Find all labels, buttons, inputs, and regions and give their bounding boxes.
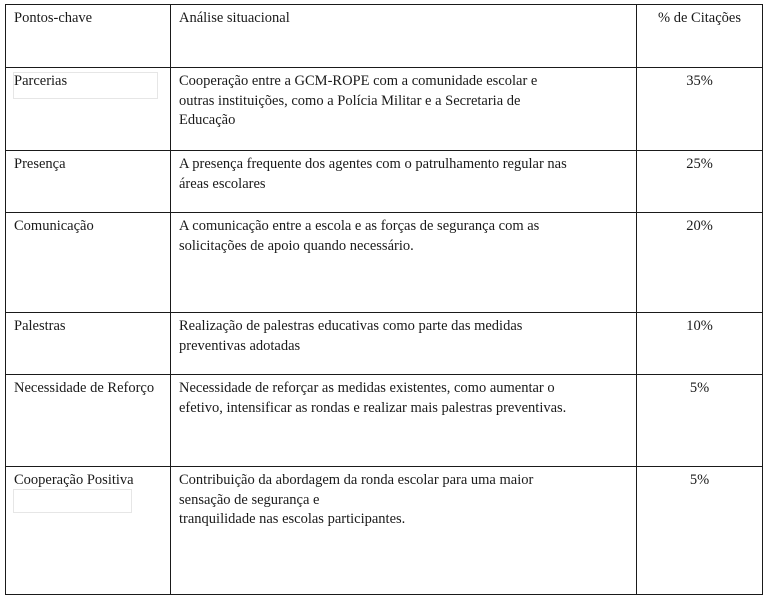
analysis-line: A presença frequente dos agentes com o patrulhamento regular nas (179, 156, 567, 172)
table-header-row (6, 5, 763, 68)
row-analysis (171, 313, 637, 375)
analysis-line: A comunicação entre a escola e as forças de segurança com as (179, 218, 540, 234)
row-percent: 20% (637, 213, 763, 313)
row-analysis (171, 213, 637, 313)
analysis-line: preventivas adotadas (179, 337, 301, 354)
header-analise-situacional: Análise situacional (171, 5, 637, 68)
row-analysis (171, 467, 637, 595)
row-analysis (171, 68, 637, 151)
row-percent: 10% (637, 313, 763, 375)
table-row (6, 213, 763, 313)
analysis-line: Realização de palestras educativas como parte das medidas (179, 318, 523, 334)
empty-text-box (13, 489, 132, 513)
analysis-line: outras instituições, como a Polícia Militar e a Secretaria de (179, 92, 521, 109)
analysis-line: solicitações de apoio quando necessário. (179, 237, 414, 254)
header-pontos-chave: Pontos-chave (6, 5, 171, 68)
analysis-line: tranquilidade nas escolas participantes. (179, 511, 406, 527)
row-percent: 5% (637, 467, 763, 595)
analysis-line: áreas escolares (179, 175, 266, 192)
analysis-line: Necessidade de reforçar as medidas existentes, como aumentar o (179, 380, 555, 396)
row-percent: 5% (637, 375, 763, 467)
row-key: Comunicação (6, 213, 171, 313)
row-analysis (171, 151, 637, 213)
analysis-line: sensação de segurança e (179, 491, 320, 508)
table-row (6, 313, 763, 375)
header-percent-citacoes: % de Citações (637, 5, 763, 68)
analysis-line: efetivo, intensificar as rondas e realizar mais palestras preventivas. (179, 399, 567, 416)
row-key: Necessidade de Reforço (6, 375, 171, 467)
analysis-line: Contribuição da abordagem da ronda escolar para uma maior (179, 472, 534, 488)
row-percent: 25% (637, 151, 763, 213)
empty-text-box (13, 72, 158, 99)
analysis-line: Cooperação entre a GCM-ROPE com a comunidade escolar e (179, 73, 538, 89)
table-row (6, 375, 763, 467)
table-row (6, 467, 763, 595)
table-row (6, 151, 763, 213)
row-key: Palestras (6, 313, 171, 375)
row-key: Parcerias (6, 68, 171, 151)
row-key: Cooperação Positiva (6, 467, 171, 595)
row-analysis (171, 375, 637, 467)
row-percent: 35% (637, 68, 763, 151)
analysis-line: Educação (179, 112, 236, 128)
row-key: Presença (6, 151, 171, 213)
